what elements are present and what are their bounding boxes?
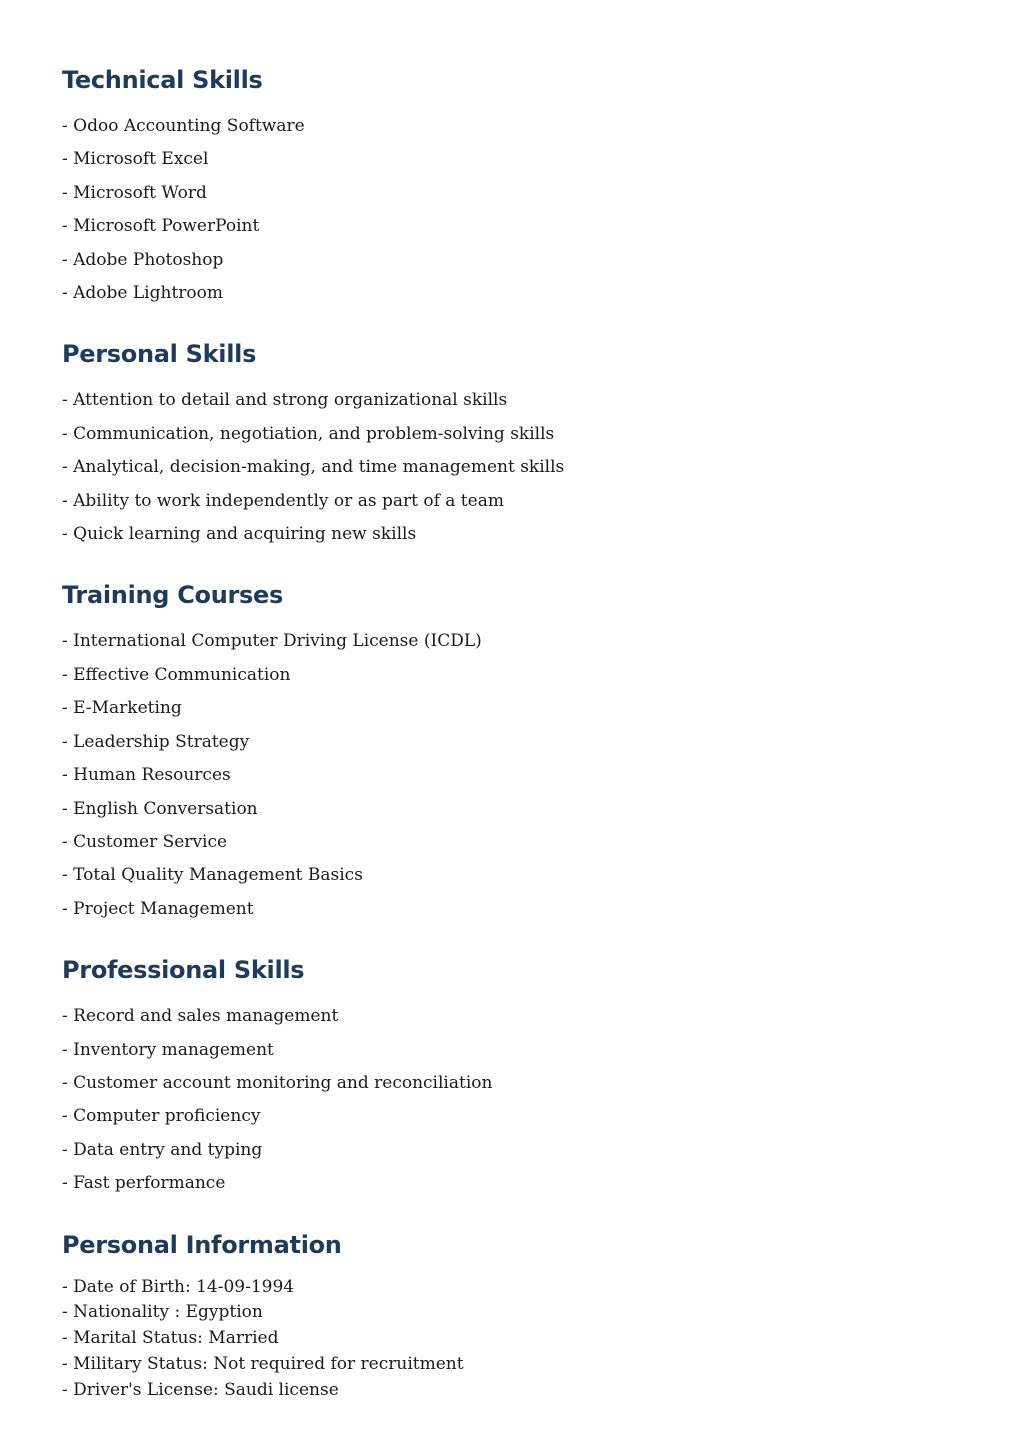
list-item: - Data entry and typing (62, 1139, 263, 1160)
training-courses-list (62, 625, 962, 926)
list-item: - Marital Status: Married (62, 1328, 279, 1349)
list-item: - Quick learning and acquiring new skills (62, 524, 417, 545)
resume-page (62, 62, 962, 1430)
list-item: - Adobe Photoshop (62, 249, 224, 270)
list-item: - Customer account monitoring and reconciliation (62, 1072, 493, 1093)
list-item: - Total Quality Management Basics (62, 865, 363, 886)
list-item: - Adobe Lightroom (62, 283, 223, 304)
section-heading: Professional Skills (62, 956, 305, 985)
list-item: - Analytical, decision-making, and time management skills (62, 457, 565, 478)
list-item: - Computer proficiency (62, 1106, 261, 1127)
list-item: - English Conversation (62, 798, 258, 819)
personal-information-list (62, 1275, 962, 1404)
list-item: - Driver's License: Saudi license (62, 1379, 339, 1400)
list-item: - Microsoft Excel (62, 149, 209, 170)
list-item: - International Computer Driving License (ICDL) (62, 631, 482, 652)
list-item: - Military Status: Not required for recruitment (62, 1353, 464, 1374)
personal-information-section (62, 1227, 962, 1404)
list-item: - Human Resources (62, 765, 231, 786)
list-item: - Inventory management (62, 1039, 274, 1060)
list-item: - Effective Communication (62, 664, 291, 685)
list-item: - Nationality : Egyption (62, 1302, 263, 1323)
list-item: - Ability to work independently or as part of a team (62, 490, 504, 511)
technical-skills-section (62, 62, 962, 310)
list-item: - E-Marketing (62, 698, 182, 719)
section-heading: Personal Skills (62, 340, 257, 369)
section-heading: Personal Information (62, 1230, 342, 1259)
professional-skills-list (62, 1000, 962, 1200)
training-courses-section (62, 577, 962, 926)
list-item: - Customer Service (62, 831, 228, 852)
list-item: - Attention to detail and strong organizational skills (62, 390, 508, 411)
list-item: - Microsoft PowerPoint (62, 216, 260, 237)
list-item: - Leadership Strategy (62, 731, 250, 752)
section-heading: Training Courses (62, 581, 283, 610)
list-item: - Fast performance (62, 1173, 226, 1194)
professional-skills-section (62, 952, 962, 1200)
list-item: - Odoo Accounting Software (62, 116, 305, 136)
personal-skills-list (62, 384, 962, 551)
list-item: - Record and sales management (62, 1006, 339, 1027)
list-item: - Date of Birth: 14-09-1994 (62, 1276, 295, 1297)
technical-skills-list (62, 110, 962, 310)
section-heading: Technical Skills (62, 66, 263, 94)
list-item: - Project Management (62, 898, 254, 919)
personal-skills-section (62, 336, 962, 551)
list-item: - Communication, negotiation, and problem-solving skills (62, 423, 555, 444)
list-item: - Microsoft Word (62, 182, 207, 203)
